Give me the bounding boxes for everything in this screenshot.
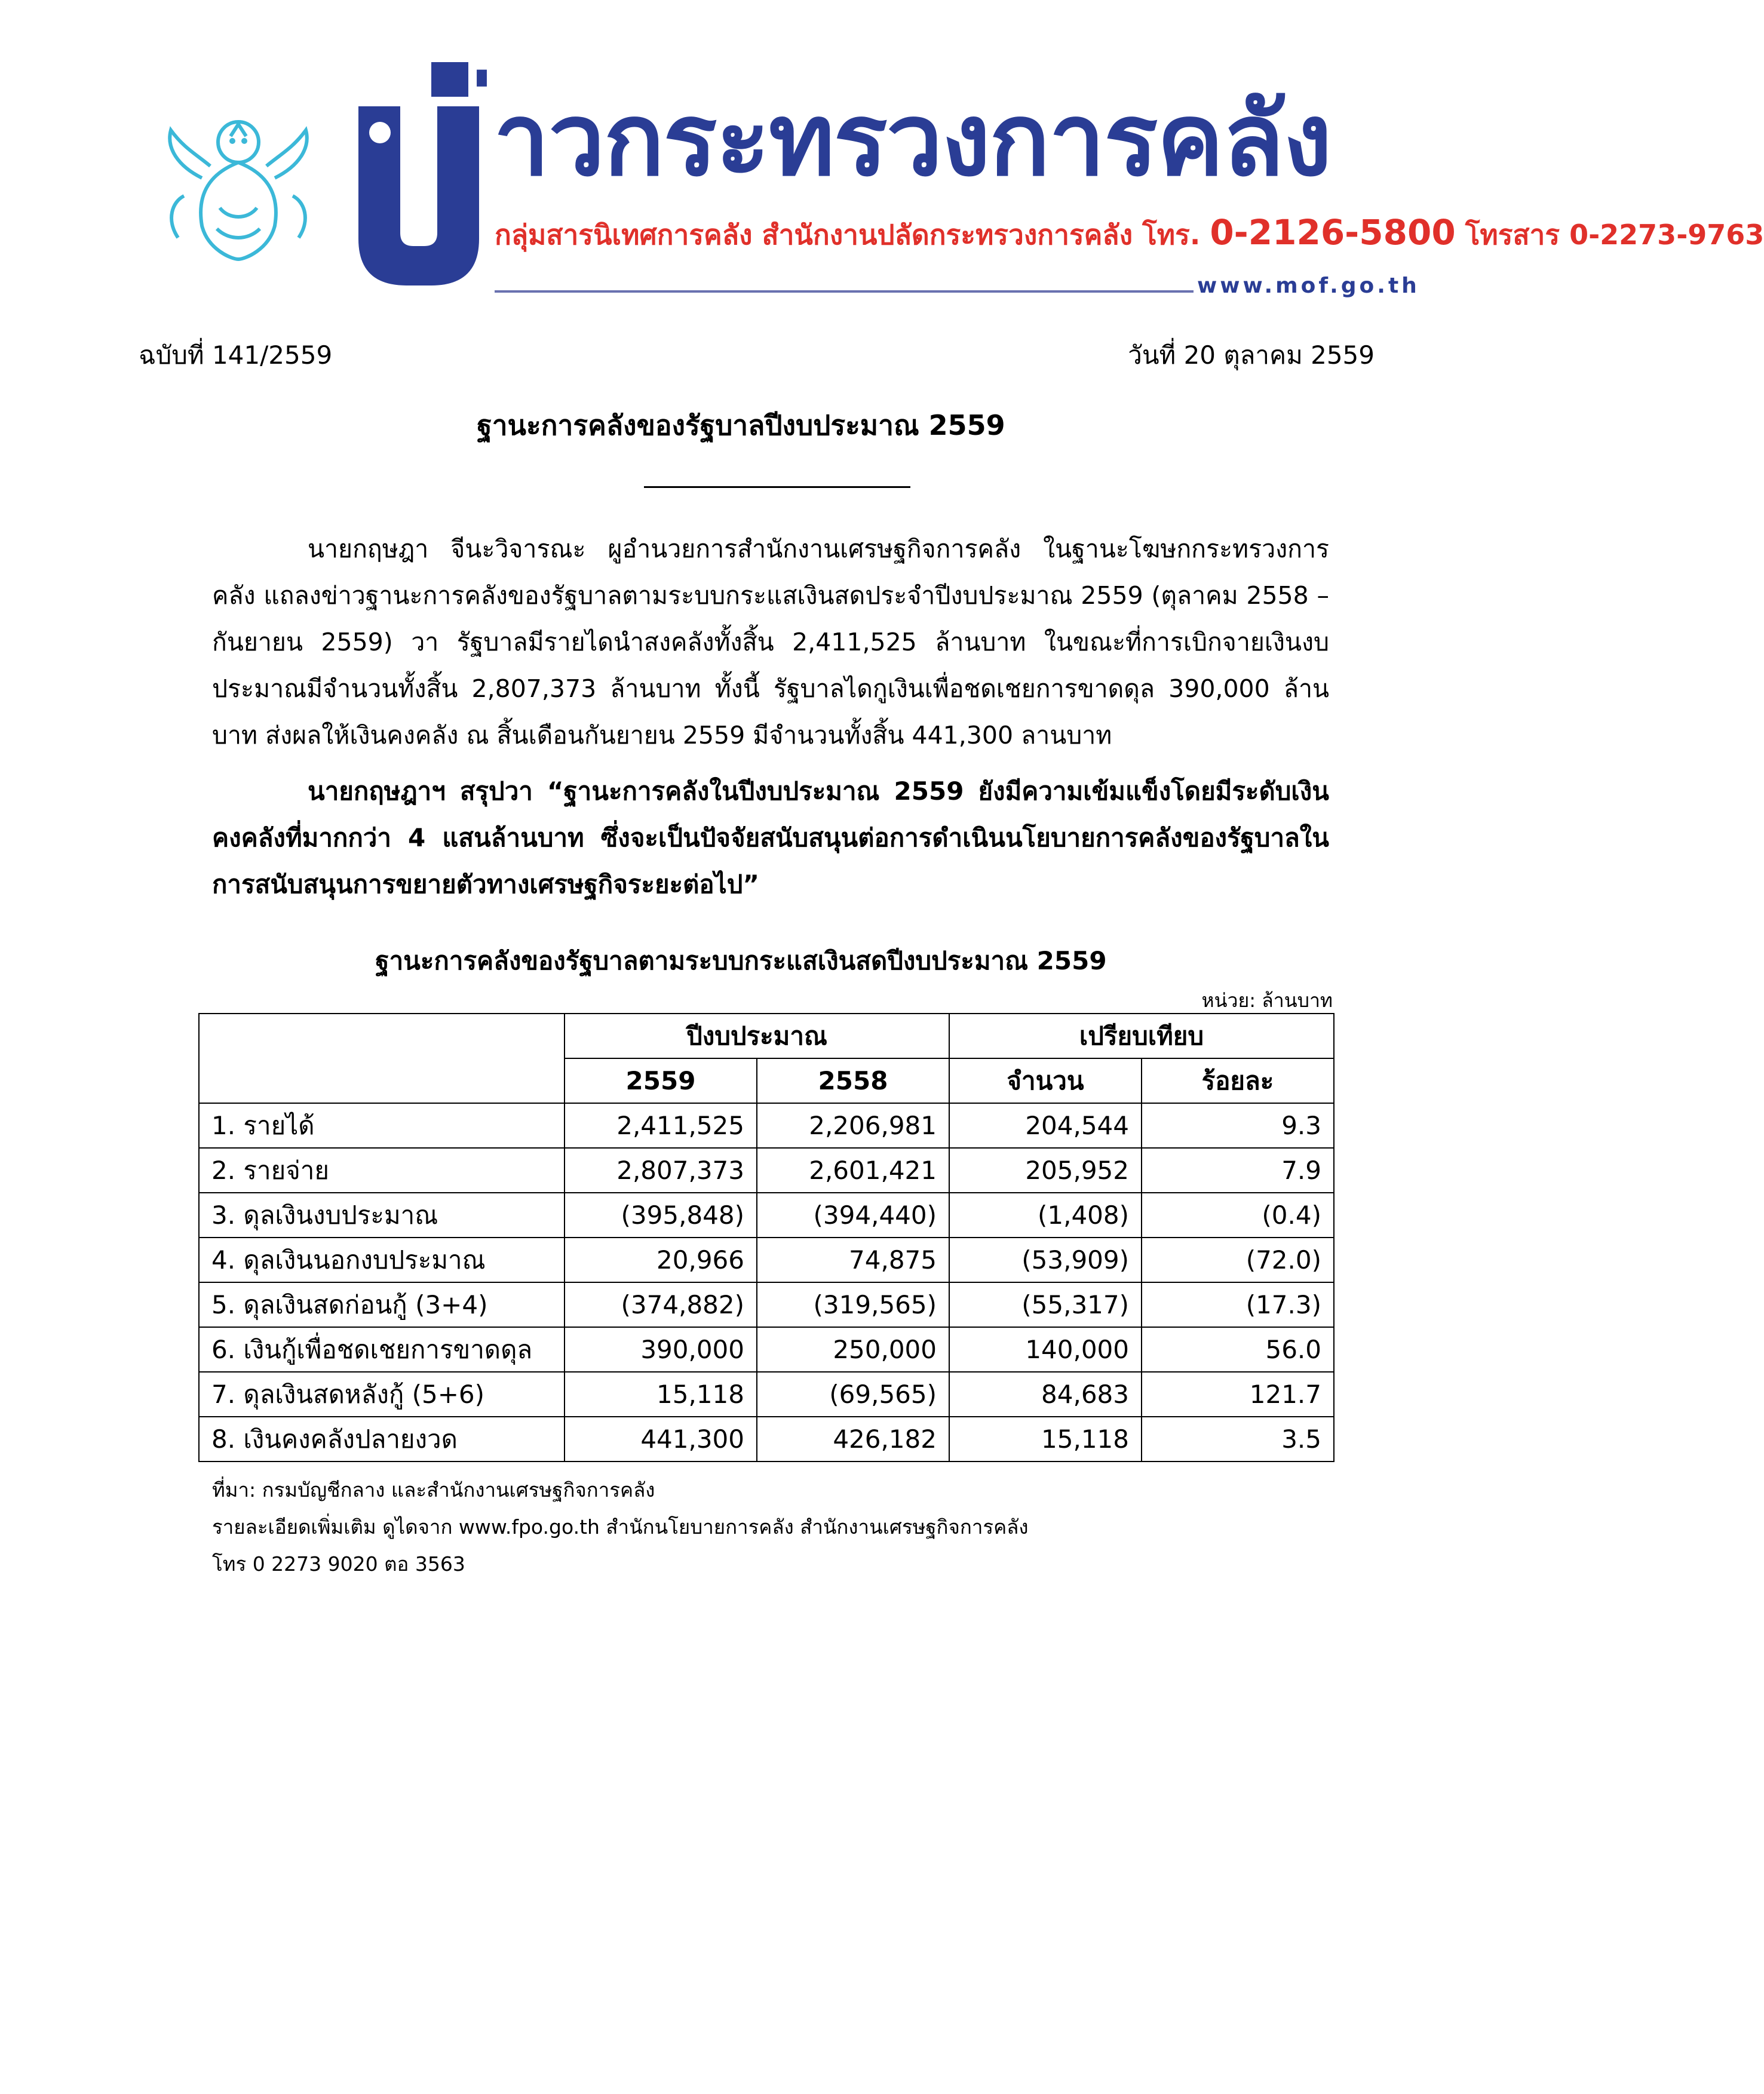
cell-2558: (319,565) bbox=[757, 1282, 949, 1327]
cell-percent: 9.3 bbox=[1142, 1103, 1334, 1148]
table-row bbox=[199, 1193, 1334, 1238]
masthead-title: ่าวกระทรวงการคลัง bbox=[495, 81, 1331, 198]
table-row bbox=[199, 1372, 1334, 1417]
cell-2558: 74,875 bbox=[757, 1238, 949, 1282]
unit-label: หน่วย: ล้านบาท bbox=[1201, 989, 1333, 1012]
fiscal-table bbox=[198, 1013, 1334, 1462]
cell-2559: 390,000 bbox=[565, 1327, 757, 1372]
title-underline bbox=[644, 486, 910, 488]
header-fiscal-year: ปีงบประมาณ bbox=[565, 1014, 949, 1058]
table-row bbox=[199, 1103, 1334, 1148]
row-label: 7. ดุลเงินสดหลังกู้ (5+6) bbox=[199, 1372, 565, 1417]
masthead-big-letter bbox=[354, 60, 492, 289]
cell-2559: 15,118 bbox=[565, 1372, 757, 1417]
contact-phone: 0-2126-5800 bbox=[1210, 212, 1456, 253]
cell-amount: (55,317) bbox=[949, 1282, 1142, 1327]
table-group-header-row bbox=[199, 1014, 1334, 1058]
row-label: 5. ดุลเงินสดก่อนกู้ (3+4) bbox=[199, 1282, 565, 1327]
cell-2559: (374,882) bbox=[565, 1282, 757, 1327]
cell-amount: 84,683 bbox=[949, 1372, 1142, 1417]
header-2559: 2559 bbox=[565, 1058, 757, 1103]
issue-number: ฉบับที่ 141/2559 bbox=[139, 340, 333, 370]
cell-2559: 441,300 bbox=[565, 1417, 757, 1461]
cell-percent: (72.0) bbox=[1142, 1238, 1334, 1282]
garuda-emblem-icon bbox=[160, 100, 317, 268]
header-2558: 2558 bbox=[757, 1058, 949, 1103]
contact-prefix: กลุ่มสารนิเทศการคลัง สำนักงานปลัดกระทรวงการคลัง โทร. bbox=[495, 219, 1201, 251]
row-label: 4. ดุลเงินนอกงบประมาณ bbox=[199, 1238, 565, 1282]
cell-percent: (17.3) bbox=[1142, 1282, 1334, 1327]
cell-2559: 20,966 bbox=[565, 1238, 757, 1282]
cell-percent: (0.4) bbox=[1142, 1193, 1334, 1238]
cell-amount: 15,118 bbox=[949, 1417, 1142, 1461]
cell-percent: 7.9 bbox=[1142, 1148, 1334, 1193]
table-row bbox=[199, 1327, 1334, 1372]
cell-2558: 2,601,421 bbox=[757, 1148, 949, 1193]
cell-2558: (69,565) bbox=[757, 1372, 949, 1417]
cell-percent: 121.7 bbox=[1142, 1372, 1334, 1417]
header-comparison: เปรียบเทียบ bbox=[949, 1014, 1334, 1058]
cell-amount: (53,909) bbox=[949, 1238, 1142, 1282]
table-row bbox=[199, 1148, 1334, 1193]
cell-2558: 250,000 bbox=[757, 1327, 949, 1372]
table-body bbox=[199, 1103, 1334, 1461]
header-empty-cell bbox=[199, 1014, 565, 1103]
cell-percent: 3.5 bbox=[1142, 1417, 1334, 1461]
cell-amount: 204,544 bbox=[949, 1103, 1142, 1148]
table-row bbox=[199, 1238, 1334, 1282]
document-title: ฐานะการคลังของรัฐบาลปีงบประมาณ 2559 bbox=[477, 409, 1005, 441]
paragraph-1: นายกฤษฎา จีนะวิจารณะ ผูอำนวยการสำนักงานเศรษฐกิจการคลัง ในฐานะโฆษกกระทรวงการคลัง แถลงข่าวฐานะการคลังของรัฐบาลตามระบบกระแสเงินสดประจำปีงบประมาณ 2559 (ตุลาคม 2558 – กันยายน 2559) วา รัฐบาลมีรายไดนำสงคลังทั้งสิ้น 2,411,525 ล้านบาท ในขณะที่การเบิกจายเงินงบประมาณมีจำนวนทั้งสิ้น 2,807,373 ล้านบาท ทั้งนี้ รัฐบาลไดกูเงินเพื่อชดเชยการขาดดุล 390,000 ล้านบาท ส่งผลให้เงินคงคลัง ณ สิ้นเดือนกันยายน 2559 มีจำนวนทั้งสิ้น 441,300 ลานบาท bbox=[212, 535, 1329, 750]
details-note: รายละเอียดเพิ่มเติม ดูไดจาก www.fpo.go.th สำนักนโยบายการคลัง สำนักงานเศรษฐกิจการคลัง bbox=[212, 1515, 1029, 1539]
paragraph-2-summary: นายกฤษฎาฯ สรุปวา “ฐานะการคลังในปีงบประมาณ 2559 ยังมีความเข้มแข็งโดยมีระดับเงินคงคลังที่มากกว่า 4 แสนล้านบาท ซึ่งจะเป็นปัจจัยสนับสนุนต่อการดำเนินนโยบายการคลังของรัฐบาลในการสนับสนุนการขยายตัวทางเศรษฐกิจระยะต่อไป” bbox=[212, 776, 1329, 899]
row-label: 6. เงินกู้เพื่อชดเชยการขาดดุล bbox=[199, 1327, 565, 1372]
cell-amount: 140,000 bbox=[949, 1327, 1142, 1372]
cell-2558: (394,440) bbox=[757, 1193, 949, 1238]
cell-2558: 2,206,981 bbox=[757, 1103, 949, 1148]
contact-fax: โทรสาร 0-2273-9763 bbox=[1465, 219, 1764, 251]
phone-note: โทร 0 2273 9020 ตอ 3563 bbox=[212, 1552, 465, 1576]
header-divider bbox=[495, 290, 1194, 293]
cell-2558: 426,182 bbox=[757, 1417, 949, 1461]
cell-percent: 56.0 bbox=[1142, 1327, 1334, 1372]
row-label: 1. รายได้ bbox=[199, 1103, 565, 1148]
row-label: 2. รายจ่าย bbox=[199, 1148, 565, 1193]
header-amount: จำนวน bbox=[949, 1058, 1142, 1103]
website-link[interactable]: www.mof.go.th bbox=[1197, 274, 1420, 298]
table-title: ฐานะการคลังของรัฐบาลตามระบบกระแสเงินสดปีงบประมาณ 2559 bbox=[375, 946, 1107, 975]
cell-2559: 2,807,373 bbox=[565, 1148, 757, 1193]
cell-amount: 205,952 bbox=[949, 1148, 1142, 1193]
row-label: 3. ดุลเงินงบประมาณ bbox=[199, 1193, 565, 1238]
row-label: 8. เงินคงคลังปลายงวด bbox=[199, 1417, 565, 1461]
contact-line bbox=[495, 212, 1764, 253]
header-percent: ร้อยละ bbox=[1142, 1058, 1334, 1103]
table-row bbox=[199, 1282, 1334, 1327]
cell-2559: (395,848) bbox=[565, 1193, 757, 1238]
source-note: ที่มา: กรมบัญชีกลาง และสำนักงานเศรษฐกิจการคลัง bbox=[212, 1478, 655, 1502]
issue-date: วันที่ 20 ตุลาคม 2559 bbox=[1128, 340, 1375, 370]
table-row bbox=[199, 1417, 1334, 1461]
cell-amount: (1,408) bbox=[949, 1193, 1142, 1238]
cell-2559: 2,411,525 bbox=[565, 1103, 757, 1148]
